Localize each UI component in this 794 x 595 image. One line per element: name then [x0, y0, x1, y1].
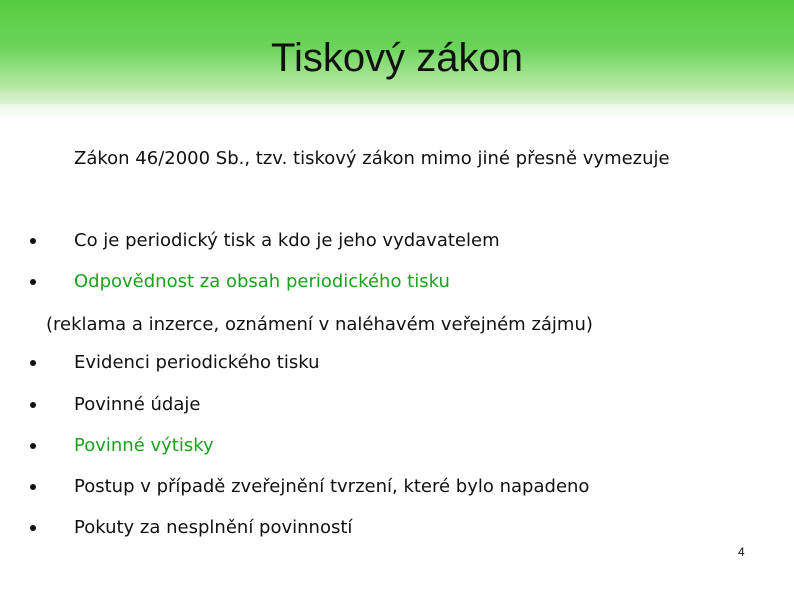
bullet-text: Evidenci periodického tisku [74, 352, 320, 373]
bullet-dot-icon [30, 360, 36, 366]
bullet-dot-icon [30, 238, 36, 244]
bullet-item [30, 392, 200, 418]
title-banner-fade [0, 96, 794, 120]
bullet-item [30, 515, 352, 541]
intro-text: Zákon 46/2000 Sb., tzv. tiskový zákon mimo jiné přesně vymezuje [74, 148, 670, 169]
bullet-item-highlighted [30, 269, 450, 295]
bullet-text: Pokuty za nesplnění povinností [74, 517, 353, 538]
bullet-text: Odpovědnost za obsah periodického tisku [74, 271, 450, 292]
bullet-dot-icon [30, 402, 36, 408]
bullet-text: Co je periodický tisk a kdo je jeho vydavatelem [74, 230, 500, 251]
bullet-item [30, 474, 589, 500]
bullet-dot-icon [30, 279, 36, 285]
bullet-item [30, 228, 500, 254]
bullet-item-highlighted [30, 433, 214, 459]
bullet-dot-icon [30, 525, 36, 531]
bullet-dot-icon [30, 443, 36, 449]
bullet-text: Povinné výtisky [74, 435, 214, 456]
bullet-text: Postup v případě zveřejnění tvrzení, které bylo napadeno [74, 476, 590, 497]
parenthetical-note: (reklama a inzerce, oznámení v naléhavém veřejném zájmu) [46, 314, 593, 335]
bullet-dot-icon [30, 484, 36, 490]
bullet-text: Povinné údaje [74, 394, 201, 415]
bullet-item [30, 350, 320, 376]
page-number: 4 [738, 545, 745, 559]
slide-title: Tiskový zákon [271, 36, 523, 80]
